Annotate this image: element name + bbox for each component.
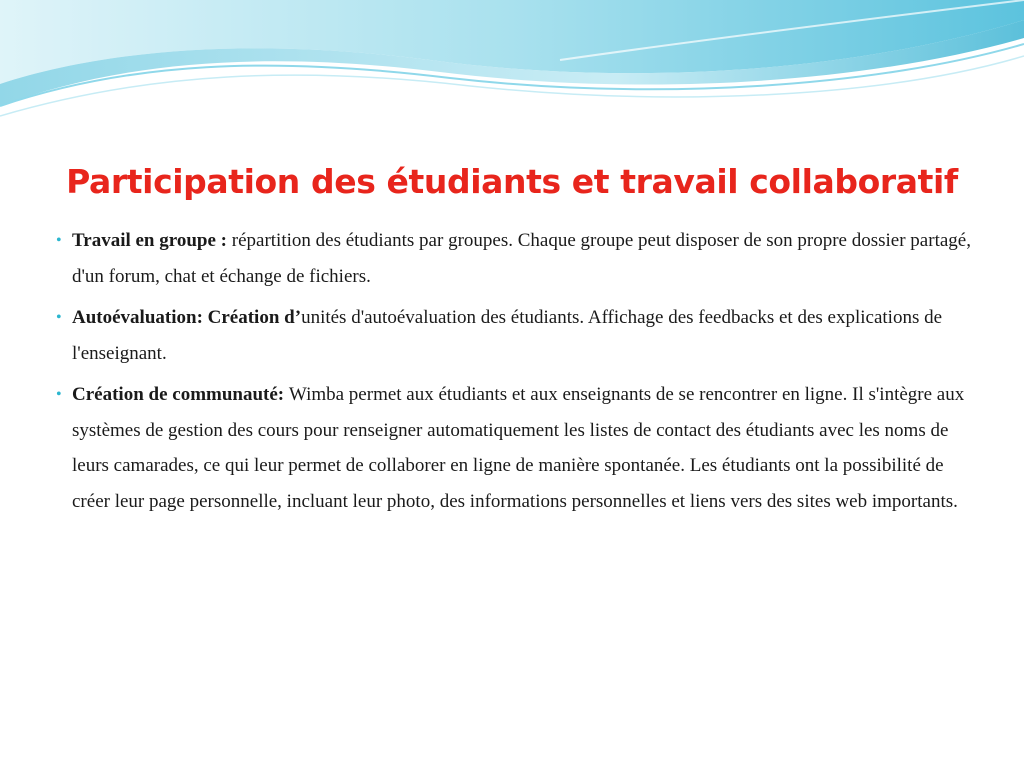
bullet-dot-icon: • xyxy=(56,309,62,326)
bullet-text: Wimba permet aux étudiants et aux enseignants de se rencontrer en ligne. Il s'intègre aux systèmes de gestion des cours pour renseigner automatiquement les listes de contact des étudiants avec les noms de leurs camarades, ce qui leur permet de collaborer en ligne de manière spontanée. Les étudiants ont la possibilité de créer leur page personnelle, incluant leur photo, des informations personnelles et liens vers des sites web importants. xyxy=(72,384,965,512)
bullet-text: unités d'autoévaluation des étudiants. Affichage des feedbacks et des explications de l'enseignant. xyxy=(72,307,943,364)
header-wave-decoration xyxy=(0,0,1024,130)
bullet-item-autoevaluation xyxy=(52,300,972,371)
bullet-item-creation-communaute xyxy=(52,377,972,519)
slide-title: Participation des étudiants et travail collaboratif xyxy=(66,162,958,201)
bullet-dot-icon: • xyxy=(56,232,62,249)
bullet-item-travail-en-groupe xyxy=(52,223,972,294)
bullet-dot-icon: • xyxy=(56,386,62,403)
bullet-lead: Autoévaluation: Création d’ xyxy=(72,307,302,328)
bullet-lead: Création de communauté: xyxy=(72,384,289,405)
bullet-lead: Travail en groupe : xyxy=(72,230,232,251)
bullet-text: répartition des étudiants par groupes. Chaque groupe peut disposer de son propre dossier partagé, d'un forum, chat et échange de fichiers. xyxy=(72,230,971,287)
bullet-list xyxy=(52,223,972,525)
